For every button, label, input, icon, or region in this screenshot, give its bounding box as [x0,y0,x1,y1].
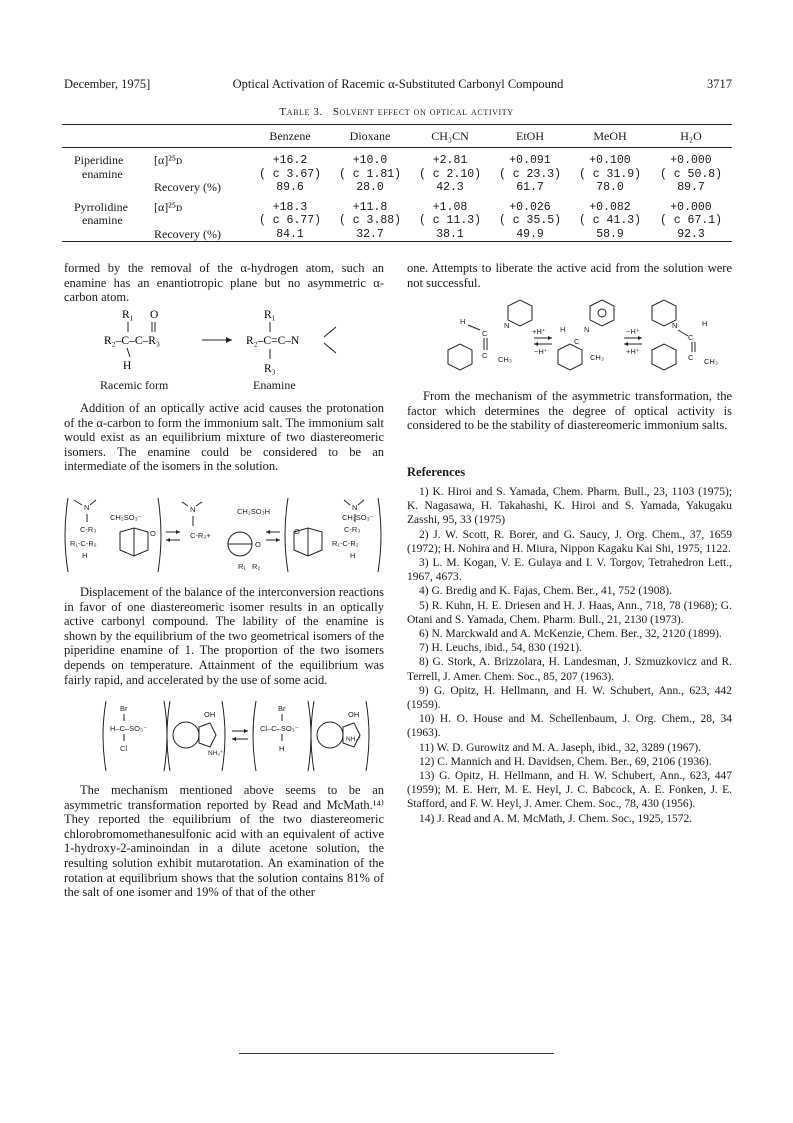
table-cell: +11.8 [352,200,388,214]
table-cell: 89.7 [677,181,705,194]
table-cell: ( c 67.1) [659,214,723,227]
ammonium-label: NH₃⁺ [346,736,362,743]
scheme-racemic-to-enamine [104,307,354,377]
reference-item: 5) R. Kuhn, H. E. Driesen and H. J. Haas, Ann., 718, 78 (1968); G. Otani and S. Yamada, Chem. Pharm. Bull., 21, 2130 (1973). [407,599,732,626]
right-column-para2 [407,389,732,433]
deprotonation-label: −H⁺ [534,347,548,356]
svg-text:O: O [150,529,156,538]
table-cell: 49.9 [516,227,544,241]
svg-text:OH: OH [348,710,360,719]
enamine-chain: R₂–C=C–N [246,335,300,347]
svg-text:O: O [294,527,300,536]
running-title: Optical Activation of Racemic α-Substituted Carbonyl Compound [232,77,564,91]
table-row [62,154,732,168]
page-number: 3717 [707,77,732,91]
hydroxy-label: OH [204,710,216,719]
svg-text:C-R₃: C-R₃ [80,525,97,534]
hydrogen-label: H [460,317,466,326]
left-column-para2 [64,401,384,474]
methyl-label: CH₃ [498,355,512,364]
table-cell: 32.7 [356,227,384,241]
svg-text:C: C [688,333,694,342]
reference-item: 10) H. O. House and M. Schellenbaum, J. Org. Chem., 28, 34 (1963). [407,713,732,740]
scheme-immonium-equilibrium [62,494,384,576]
table-number: Table 3. [279,106,323,118]
r3-label: R₃ [264,363,276,375]
svg-text:H–C–SO₃⁻: H–C–SO₃⁻ [110,724,148,733]
svg-text:N: N [352,503,358,512]
table-cell: ( c 31.9) [578,167,642,181]
table-cell: ( c 23.3) [498,167,562,181]
svg-text:+H⁺: +H⁺ [626,347,640,356]
reference-item: 2) J. W. Scott, R. Borer, and G. Saucy, J. Org. Chem., 37, 1659 (1972); H. Nohira and H. Miura, Nippon Kagaku Kai Shi, 1975, 1122. [407,528,732,555]
table-row [62,201,732,215]
table-cell: +0.026 [509,200,551,214]
table-cell: ( c 1.81) [338,167,402,181]
column-header: CH₃CN [431,128,469,143]
table-cell: ( c 3.88) [338,214,402,227]
svg-text:R₁-C-R₂: R₁-C-R₂ [332,539,359,548]
scheme-sulfonate-salts [100,697,370,775]
racemic-chain: R₂–C–C–R₃ [104,335,160,347]
table-cell: 78.0 [596,181,624,194]
reference-item: 6) N. Marckwald and A. McKenzie, Chem. Ber., 32, 2120 (1899). [419,628,722,641]
reference-item: 3) L. M. Kogan, V. E. Gulaya and I. V. Torgov, Tetrahedron Lett., 1967, 4673. [407,557,732,584]
svg-text:CH₃: CH₃ [590,353,604,362]
reference-item: 13) G. Opitz, H. Hellmann, and H. W. Schubert, Ann., 623, 447 (1959); M. E. Herr, M. E. Heyl, J. C. Babcock, A. E. Fonken, J. E. Stafford, and F. W. Heyl, J. Amer. Chem. Soc., 78, 430 (1956). [407,770,732,811]
recovery-label: Recovery (%) [154,180,221,194]
table-title: Solvent effect on optical activity [332,106,514,118]
paragraph: The mechanism mentioned above seems to be an asymmetric transformation reported by Read and McMath.¹⁴⁾ They reported the equilibrium of the two diastereomeric chlorobromomethanesulfonic acid with an equivalent of active 1-hydroxy-2-aminoindan in a dilute acetone solution, the resulting solution exhibit mutarotation. An examination of the rotation at equilibrium shows that the solution contains 81% of the salt of one isomer and 19% of that of the other [64,783,384,900]
table-cell: ( c 50.8) [659,167,723,181]
table-cell: +10.0 [352,154,388,167]
svg-text:C-R₃: C-R₃ [344,525,361,534]
svg-text:−H⁺: −H⁺ [626,327,640,336]
racemic-form-label: Racemic form [100,378,169,392]
svg-text:CH₃: CH₃ [704,357,718,366]
svg-text:R₁: R₁ [238,562,246,571]
reference-item: 4) G. Bredig and K. Fajas, Chem. Ber., 41, 752 (1908). [419,585,672,598]
h-label: H [123,360,132,372]
paragraph: Displacement of the balance of the interconversion reactions in favor of one diastereomeric isomer results in an optically active carbonyl compound. The lability of the enamine is shown by the equilibrium of the two geometrical isomers of the piperidine enamine of 1. The proportion of the two isomers depends on temperature. Attainment of the equilibrium was fairly rapid, and accelerated by the use of some acid. [64,585,384,687]
reference-item: 8) G. Stork, A. Brizzolara, H. Landesman, J. Szmuzkovicz and R. Terrell, J. Amer. Chem. Soc., 85, 207 (1963). [407,656,732,683]
table-cell: ( c 2.10) [418,167,482,181]
table-cell: 92.3 [677,227,705,241]
right-column [407,261,732,290]
row-group-label: enamine [82,166,123,181]
table-cell: +18.3 [272,200,308,214]
svg-text:O: O [255,540,261,549]
bromine-label: Br [120,704,128,713]
svg-text:Br: Br [278,704,286,713]
reference-item: 1) K. Hiroi and S. Yamada, Chem. Pharm. Bull., 23, 1103 (1975); K. Nagasawa, H. Takahashi, K. Hiroi and S. Yamada, Yakugaku Zasshi, 95, 33 (1975) [407,486,732,527]
acid-label: CH₂SO₃⁻ [110,513,142,522]
svg-text:N: N [584,325,590,334]
table-cell: 61.7 [516,181,544,194]
rotation-label: [α]²⁵ᴅ [154,153,183,167]
svg-text:H: H [350,551,356,560]
table-cell: +16.2 [272,154,308,167]
table-cell: 28.0 [356,181,384,194]
table-cell: 58.9 [596,227,624,241]
row-group-label: Pyrrolidine [74,199,128,214]
table-cell: +0.091 [509,154,551,167]
acid-label: CH₂SO₃⁻ [342,513,374,522]
hydrogen-label: H [279,744,285,753]
r1-label: R₁ [264,309,276,321]
reference-item: 9) G. Opitz, H. Hellmann, and H. W. Schubert, Ann., 623, 442 (1959). [407,684,732,712]
table-cell: +0.000 [670,200,712,214]
enamine-label: Enamine [253,378,296,392]
svg-text:H: H [82,551,88,560]
paragraph: one. Attempts to liberate the active acid from the solution were not successful. [407,261,732,290]
running-header [64,77,732,95]
references-list [407,485,732,826]
row-group-label: enamine [82,213,123,227]
table-cell: 89.6 [276,181,304,194]
recovery-label: Recovery (%) [154,226,221,241]
table-cell: ( c 3.67) [258,167,322,181]
svg-text:H: H [702,319,708,328]
table-cell: +0.082 [589,200,631,214]
oxygen-label: O [150,309,159,321]
table-cell: +0.000 [670,154,712,167]
table-row [62,214,732,228]
left-column-para4 [64,783,384,900]
issue-date: December, 1975] [64,77,151,91]
table-cell: ( c 35.5) [498,214,562,227]
reference-item: 11) W. D. Gurowitz and M. A. Jaseph, ibid., 32, 3289 (1967). [419,741,701,754]
table-cell: ( c 41.3) [578,214,642,227]
left-column [64,261,384,305]
end-rule [239,1053,554,1054]
left-column-para3 [64,585,384,687]
reference-item: 7) H. Leuchs, ibid., 54, 830 (1921). [419,642,582,655]
table-cell: ( c 6.77) [258,214,322,227]
table-cell: 84.1 [276,227,304,241]
table-caption [0,106,793,118]
chlorine-label: Cl [120,744,128,753]
svg-text:C: C [482,329,488,338]
svg-text:C: C [574,337,580,346]
svg-text:R₂: R₂ [252,562,261,571]
paragraph: Addition of an optically active acid causes the protonation of the α-carbon to form the immonium salt. The immonium salt would exist as an equilibrium mixture of two diastereomeric isomers. The enamine could be considered to be an intermediate of the isomers in the solution. [64,401,384,474]
references-heading: References [407,465,466,479]
table-cell: 42.3 [436,181,464,194]
table-cell: ( c 11.3) [418,214,482,227]
column-header: EtOH [516,128,544,143]
scheme-enamine-isomers [440,298,730,378]
reference-item: 14) J. Read and A. M. McMath, J. Chem. Soc., 1925, 1572. [419,812,693,825]
svg-text:C: C [482,351,488,360]
svg-text:N: N [84,503,90,512]
solvent-effect-table [62,124,732,242]
paragraph: formed by the removal of the α-hydrogen atom, such an enamine has an enantiotropic plane but no asymmetric α-carbon atom. [64,261,384,305]
table-cell: +2.81 [432,154,468,167]
table-header-row [62,125,732,148]
reference-item: 12) C. Mannich and H. Davidsen, Chem. Ber., 69, 2106 (1936). [419,755,712,768]
rotation-label: [α]²⁵ᴅ [154,199,183,214]
svg-text:H: H [560,325,566,334]
column-header: Dioxane [349,128,391,143]
table-cell: 38.1 [436,227,464,241]
svg-text:Cl–C–SO₃⁻: Cl–C–SO₃⁻ [260,724,299,733]
table-row [62,168,732,182]
paragraph: From the mechanism of the asymmetric transformation, the factor which determines the degree of optical activity is considered to be the stability of diastereomeric immonium salts. [407,389,732,433]
acid-label: CH₂SO₃H [237,507,271,516]
svg-text:N: N [190,505,196,514]
column-header: H₂O [680,128,702,143]
svg-text:NH₃⁺: NH₃⁺ [208,750,224,757]
table-row [62,181,732,195]
table-cell: +0.100 [589,154,631,167]
svg-text:N: N [504,321,510,330]
table-cell: +1.08 [432,200,468,214]
protonation-label: +H⁺ [532,327,546,336]
column-header: Benzene [269,128,311,143]
r1-label: R₁ [122,309,134,321]
svg-text:C-R₃+: C-R₃+ [190,531,211,540]
table-row [62,228,732,242]
svg-text:R₁-C-R₂: R₁-C-R₂ [70,539,97,548]
row-group-label: Piperidine [74,153,124,167]
svg-text:C: C [688,353,694,362]
svg-text:N: N [672,321,678,330]
column-header: MeOH [593,128,627,143]
